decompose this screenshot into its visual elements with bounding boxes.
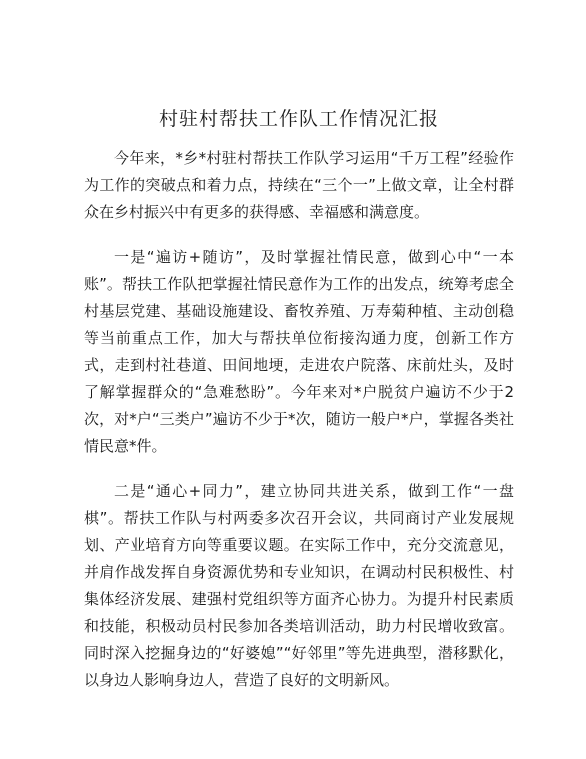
paragraph-cooperation: 二是“通心+同力”，建立协同共进关系，做到工作“一盘棋”。帮扶工作队与村两委多次召开会议，共同商讨产业发展规划、产业培育方向等重要议题。在实际工作中，充分交流意见，并肩作战发挥自身资源优势和专业知识，在调动村民积极性、村集体经济发展、建强村党组织等方面齐心协力。为提升村民素质和技能，积极动员村民参加各类培训活动，助力村民增收致富。同时深入挖掘身边的“好婆媳”“好邻里”等先进典型，潜移默化，以身边人影响身边人，营造了良好的文明新风。 <box>84 482 514 689</box>
paragraph-visits: 一是“遍访+随访”，及时掌握社情民意，做到心中“一本账”。帮扶工作队把掌握社情民意作为工作的出发点，统筹考虑全村基层党建、基础设施建设、畜牧养殖、万寿菊种植、主动创稳等当前重点工作，加大与帮扶单位衔接沟通力度，创新工作方式，走到村社巷道、田间地埂，走进农户院落、床前灶头，及时了解掌握群众的“急难愁盼”。今年来对*户脱贫户遍访不少于2次，对*户“三类户”遍访不少于*次，随访一般户*户，掌握各类社情民意*件。 <box>84 248 514 455</box>
paragraph-intro: 今年来，*乡*村驻村帮扶工作队学习运用“千万工程”经验作为工作的突破点和着力点，持续在“三个一”上做文章，让全村群众在乡村振兴中有更多的获得感、幸福感和满意度。 <box>84 149 514 221</box>
document-title: 村驻村帮扶工作队工作情况汇报 <box>158 108 439 130</box>
